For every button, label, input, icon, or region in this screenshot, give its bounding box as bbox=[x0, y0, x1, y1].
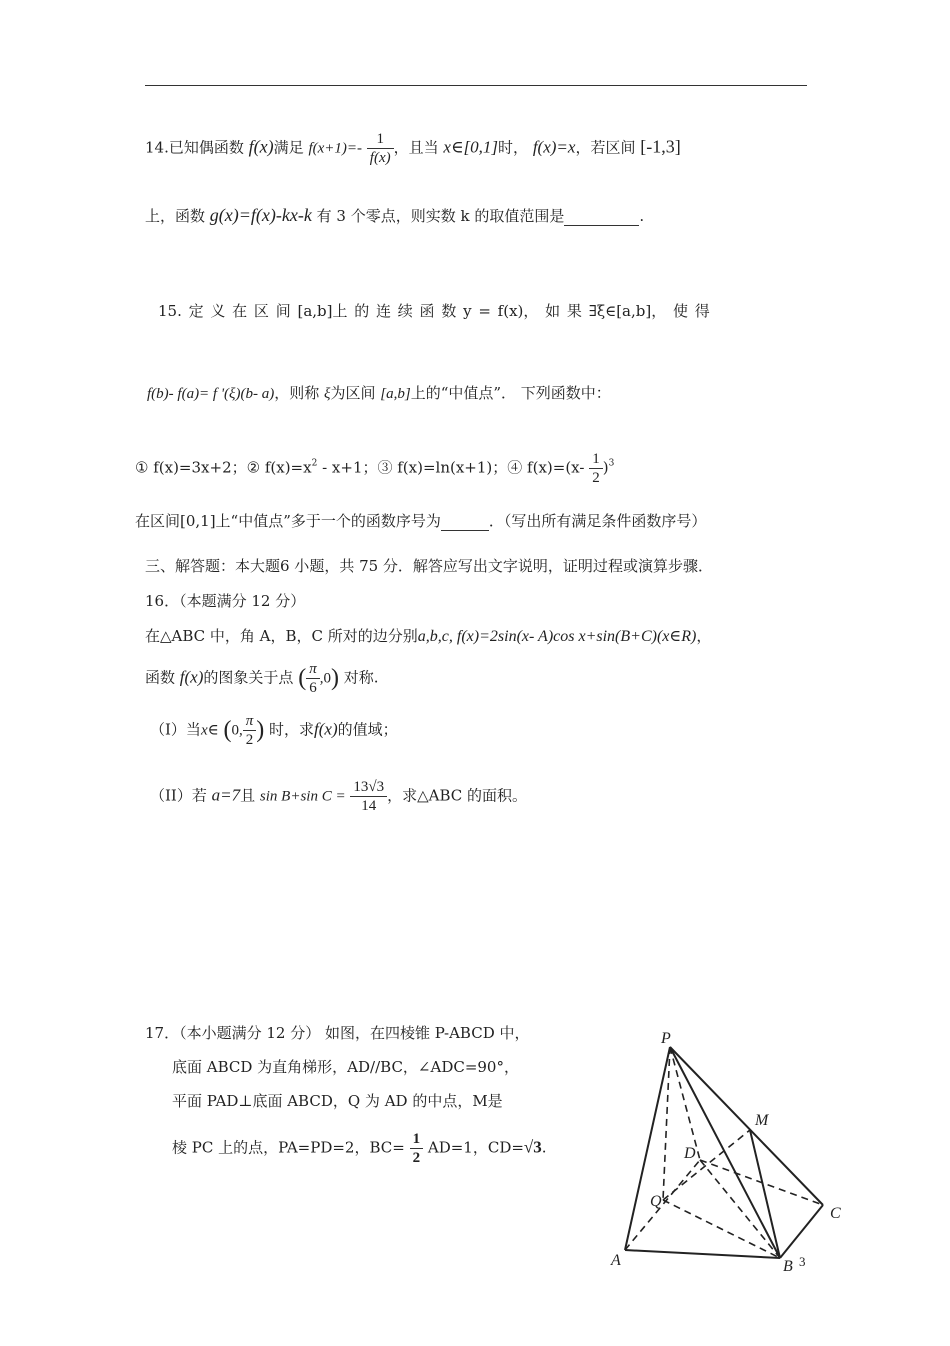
label-A: A bbox=[611, 1252, 621, 1269]
problem-16-part-ii: （II）若 a=7且 sin B+sin C = $\frac{13√3}{14}$ ，求△ABC 的面积。 bbox=[150, 779, 528, 814]
answer-blank bbox=[564, 207, 639, 226]
label-B: B bbox=[783, 1258, 793, 1275]
fraction: $\frac{1}{2}$ bbox=[589, 450, 603, 487]
problem-17-line-3: 平面 PAD⊥底面 ABCD，Q 为 AD 的中点，M是 bbox=[172, 1092, 503, 1110]
problem-17-line-1: 17．（本小题满分 12 分） 如图，在四棱锥 P-ABCD 中， bbox=[145, 1024, 530, 1042]
problem-17-line-4: 棱 PC 上的点，PA=PD=2，BC= $\frac{1}{2}$ AD=1，CD=√3. bbox=[172, 1131, 547, 1166]
pyramid-figure bbox=[600, 1020, 860, 1280]
section-heading: 三、解答题：本大题6 小题，共 75 分．解答应写出文字说明，证明过程或演算步骤． bbox=[145, 557, 713, 575]
label-Q: Q bbox=[650, 1193, 662, 1210]
problem-number: 14. bbox=[145, 138, 169, 157]
problem-14-line-1: 14.已知偶函数 f(x)满足 f(x+1)=- $\frac{1}{f(x)}$ ，且当 x∈[0,1]时， f(x)=x，若区间 [-1,3] bbox=[145, 131, 681, 166]
problem-17-line-2: 底面 ABCD 为直角梯形，AD//BC，∠ADC=90°， bbox=[172, 1058, 519, 1076]
label-P: P bbox=[661, 1030, 671, 1047]
answer-blank bbox=[441, 512, 489, 531]
problem-15-choices: ① f(x)=3x+2；② $f(x)=x^2 - x+1$；③ f(x)=ln(x+1)；④ f(x)=(x- $\frac{1}{2}$ )$^3$ bbox=[135, 451, 615, 486]
problem-15-line-1: 15. 定 义 在 区 间 [a,b]上 的 连 续 函 数 y = f(x)， 如 果 ∃ξ∈[a,b]， 使 得 bbox=[158, 302, 710, 320]
problem-16-part-i: （I）当x∈ (0, $\frac{\pi}{2}$ ) 时，求f(x)的值域； bbox=[150, 713, 398, 748]
fraction: $\frac{1}{2}$ bbox=[410, 1130, 424, 1167]
header-rule bbox=[145, 85, 807, 86]
label-D: D bbox=[684, 1145, 696, 1162]
fraction: $\frac{\pi}{2}$ bbox=[243, 712, 257, 749]
label-M: M bbox=[755, 1112, 769, 1129]
fraction: $\frac{\pi}{6}$ bbox=[306, 660, 320, 697]
problem-15-line-2: f(b)- f(a)= f '(ξ)(b- a)，则称 ξ为区间 [a,b]上的“中值点”． 下列函数中： bbox=[147, 384, 611, 402]
label-C: C bbox=[830, 1205, 841, 1222]
fraction: $\frac{13√3}{14}$ bbox=[350, 778, 387, 815]
problem-15-question: 在区间[0,1]上“中值点”多于一个的函数序号为 ．（写出所有满足条件函数序号） bbox=[135, 512, 707, 530]
problem-16-line-2: 函数 f(x)的图象关于点 ( $\frac{\pi}{6}$ ,0) 对称. bbox=[145, 661, 379, 696]
problem-16-heading: 16．（本题满分 12 分） bbox=[145, 592, 306, 610]
problem-14-line-2: 上，函数 g(x)=f(x)-kx-k 有 3 个零点，则实数 k 的取值范围是 . bbox=[145, 205, 645, 225]
page-number: 3 bbox=[799, 1254, 806, 1269]
fraction: $\frac{1}{f(x)}$ bbox=[367, 130, 394, 167]
problem-16-line-1: 在△ABC 中，角 A，B，C 所对的边分别a,b,c, f(x)=2sin(x- A)cos x+sin(B+C)(x∈R)， bbox=[145, 627, 712, 645]
